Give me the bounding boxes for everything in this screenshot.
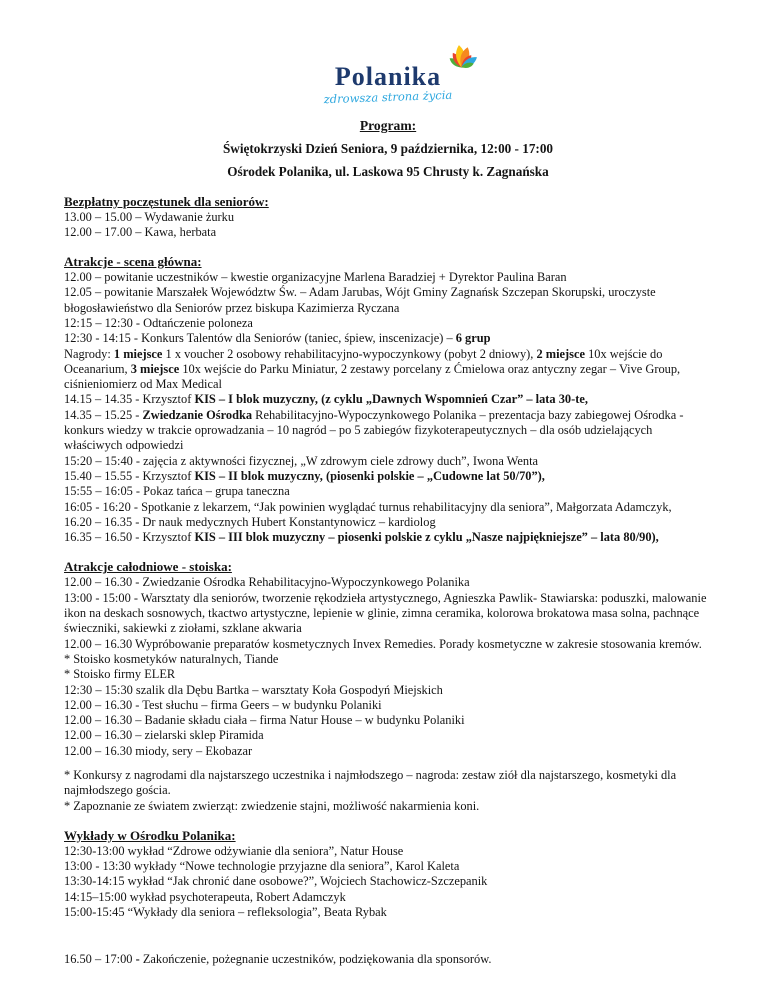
schedule-line <box>64 698 712 713</box>
schedule-line-text: 13:30-14:15 wykład “Jak chronić dane osobowe?”, Wojciech Stachowicz-Szczepanik <box>64 874 488 889</box>
schedule-line <box>64 331 712 346</box>
schedule-line-text: 12.00 – 16.30 – zielarski sklep Piramida <box>64 728 264 743</box>
logo-tagline: zdrowsza strona życia <box>323 87 453 107</box>
section-heading: Bezpłatny poczęstunek dla seniorów: <box>64 193 269 209</box>
schedule-line-bold-text: 1 miejsce <box>113 346 163 361</box>
schedule-line <box>64 728 712 743</box>
section-heading: Wykłady w Ośrodku Polanika: <box>64 827 236 843</box>
schedule-line-text: 12.00 – 16.30 miody, sery – Ekobazar <box>64 743 253 758</box>
schedule-line-text: 12.00 – 16.30 - Test słuchu – firma Geers – w budynku Polaniki <box>64 697 382 712</box>
schedule-line <box>64 683 712 698</box>
schedule-line <box>64 225 712 240</box>
schedule-line <box>64 515 712 530</box>
schedule-line-text: 14.35 – 15.25 - <box>64 407 143 422</box>
schedule-line <box>64 768 712 799</box>
schedule-line-text: 12:15 – 12:30 - Odtańczenie poloneza <box>64 315 253 330</box>
schedule-line-text: 10x wejście do Parku Miniatur, 2 zestawy porcelany z Ćmielowa oraz antyczny zegar – Vive Group, ciśnieniomierz od Max Medical <box>64 361 681 392</box>
schedule-line-text: 16.35 – 16.50 - Krzysztof <box>64 530 195 545</box>
schedule-line <box>64 575 712 590</box>
schedule-line-text: 12:30-13:00 wykład “Zdrowe odżywianie dla seniora”, Natur House <box>64 843 404 858</box>
polanika-logo <box>64 30 712 107</box>
schedule-line-text: 14:15–15:00 wykład psychoterapeuta, Robert Adamczyk <box>64 889 346 904</box>
section-heading: Atrakcje całodniowe - stoiska: <box>64 559 232 575</box>
schedule-line-text: Zakończenie, pożegnanie uczestników, podziękowania dla sponsorów. <box>139 952 492 967</box>
schedule-line <box>64 799 712 814</box>
schedule-line <box>64 652 712 667</box>
schedule-line-text: * Stoisko kosmetyków naturalnych, Tiande <box>64 651 279 666</box>
schedule-line <box>64 316 712 331</box>
schedule-line <box>64 347 712 393</box>
venue-line: Ośrodek Polanika, ul. Laskowa 95 Chrusty k. Zagnańska <box>227 163 549 179</box>
schedule-line <box>64 713 712 728</box>
schedule-line-text: 15:00-15:45 “Wykłady dla seniora – refleksologia”, Beata Rybak <box>64 905 387 920</box>
program-section <box>64 194 712 241</box>
schedule-line <box>64 210 712 225</box>
schedule-line <box>64 905 712 920</box>
schedule-line-bold-text: 6 grup <box>455 331 491 346</box>
schedule-line <box>64 484 712 499</box>
schedule-line-text: 15:55 – 16:05 - Pokaz tańca – grupa taneczna <box>64 484 290 499</box>
schedule-line <box>64 890 712 905</box>
schedule-line <box>64 667 712 682</box>
schedule-line-text: 12:30 - 14:15 - Konkurs Talentów dla Seniorów (taniec, śpiew, inscenizacje) – <box>64 331 456 346</box>
schedule-line <box>64 408 712 454</box>
schedule-line-text: 10x wejście do Oceanarium, <box>64 346 663 376</box>
schedule-line-bold-text: Zwiedzanie Ośrodka <box>142 407 253 422</box>
schedule-line <box>64 469 712 484</box>
schedule-line-text: 16:05 - 16:20 - Spotkanie z lekarzem, “Jak powinien wyglądać turnus rehabilitacyjny dla seniora”, Małgorzata Adamczyk, <box>64 499 672 514</box>
schedule-line-bold-text: KIS – II blok muzyczny, (piosenki polskie – „Cudowne lat 50/70”), <box>194 468 545 483</box>
schedule-line-text: 14.15 – 14.35 - Krzysztof <box>64 392 195 407</box>
schedule-line <box>64 844 712 859</box>
schedule-line-text: 12.00 – 16.30 Wypróbowanie preparatów kosmetycznych Invex Remedies. Porady kosmetyczne w zakresie stosowania kremów. <box>64 636 702 651</box>
schedule-line <box>64 952 712 967</box>
schedule-line <box>64 270 712 285</box>
schedule-line-text: 12.05 – powitanie Marszałek Województw Św. – Adam Jarubas, Wójt Gminy Zagnańsk Szczepan Skorupski, uroczyste błogosławieństwo dla Seniorów przez biskupa Kazimierza Ryczana <box>64 285 656 315</box>
schedule-line-bold-text: - <box>135 952 140 967</box>
schedule-line <box>64 859 712 874</box>
program-title: Program: <box>359 117 417 133</box>
schedule-line-text: 13.00 – 15.00 – Wydawanie żurku <box>64 209 235 224</box>
schedule-line-text: 13:00 - 13:30 wykłady “Nowe technologie przyjazne dla seniora”, Karol Kaleta <box>64 859 460 874</box>
sections-container <box>64 194 712 968</box>
schedule-line <box>64 454 712 469</box>
schedule-line-text: 16.50 – 17:00 <box>64 952 136 967</box>
schedule-line-text: Rehabilitacyjno-Wypoczynkowego Polanika – prezentacja bazy zabiegowej Ośrodka - konkurs wiedzy w trakcie oprowadzania – 10 nagród – po 5 zabiegów fizykoterapeutycznych – dla osób udzielających właściwych odpowiedzi <box>64 407 684 453</box>
schedule-line <box>64 392 712 407</box>
program-section <box>64 254 712 545</box>
schedule-line-text: 12.00 – 16.30 - Zwiedzanie Ośrodka Rehabilitacyjno-Wypoczynkowego Polanika <box>64 575 470 590</box>
schedule-line <box>64 637 712 652</box>
schedule-line-text: * Stoisko firmy ELER <box>64 667 176 682</box>
section-heading: Atrakcje - scena główna: <box>64 254 202 270</box>
schedule-line <box>64 591 712 637</box>
schedule-line-text: 16.20 – 16.35 - Dr nauk medycznych Hubert Konstantynowicz – kardiolog <box>64 514 436 529</box>
schedule-line-text: 12.00 – 17.00 – Kawa, herbata <box>64 224 217 239</box>
schedule-line <box>64 500 712 515</box>
schedule-line-text: * Konkursy z nagrodami dla najstarszego uczestnika i najmłodszego – nagroda: zestaw ziół dla najstarszego, kosmetyki dla najmłodszego gościa. <box>64 768 677 798</box>
event-title-line: Świętokrzyski Dzień Seniora, 9 października, 12:00 - 17:00 <box>222 140 554 156</box>
schedule-line-text: 12.00 – 16.30 – Badanie składu ciała – firma Natur House – w budynku Polaniki <box>64 713 465 728</box>
schedule-line-bold-text: KIS – III blok muzyczny – piosenki polskie z cyklu „Nasze najpiękniejsze” – lata 80/90), <box>194 530 659 545</box>
schedule-line-text: 1 x voucher 2 osobowy rehabilitacyjno-wypoczynkowy (pobyt 2 dniowy), <box>162 346 537 361</box>
schedule-line <box>64 744 712 759</box>
schedule-line-text: 15.40 – 15.55 - Krzysztof <box>64 468 195 483</box>
program-section <box>64 559 712 813</box>
schedule-line-text: 15:20 – 15:40 - zajęcia z aktywności fizycznej, „W zdrowym ciele zdrowy duch”, Iwona Wenta <box>64 453 539 468</box>
schedule-line-text: 12.00 – powitanie uczestników – kwestie organizacyjne Marlena Baradziej + Dyrektor Paulina Baran <box>64 270 567 285</box>
schedule-line-bold-text: 3 miejsce <box>130 361 180 376</box>
schedule-line-bold-text: 2 miejsce <box>536 346 585 361</box>
schedule-line-text: 12:30 – 15:30 szalik dla Dębu Bartka – warsztaty Koła Gospodyń Miejskich <box>64 682 443 697</box>
schedule-line-text: * Zapoznanie ze światem zwierząt: zwiedzenie stajni, możliwość nakarmienia koni. <box>64 798 480 813</box>
schedule-line-text: Nagrody: <box>64 346 114 361</box>
program-section <box>64 828 712 968</box>
schedule-line-text: 13:00 - 15:00 - Warsztaty dla seniorów, tworzenie rękodzieła artystycznego, Agnieszka Pawlik- Stawiarska: poduszki, malowanie ikon na deskach sosnowych, tkactwo artystyczne, lepienie w glinie, zimna ceramika, kolorowa brokatowa masa solna, pachnące świeczniki, sakiewki z ziołami, szklane akwaria <box>64 590 707 636</box>
schedule-line-bold-text: KIS – I blok muzyczny, (z cyklu „Dawnych Wspomnień Czar” – lata 30-te, <box>194 392 588 407</box>
schedule-line <box>64 874 712 889</box>
schedule-line <box>64 530 712 545</box>
schedule-line <box>64 285 712 316</box>
logo-wordmark: Polanika <box>334 62 442 91</box>
